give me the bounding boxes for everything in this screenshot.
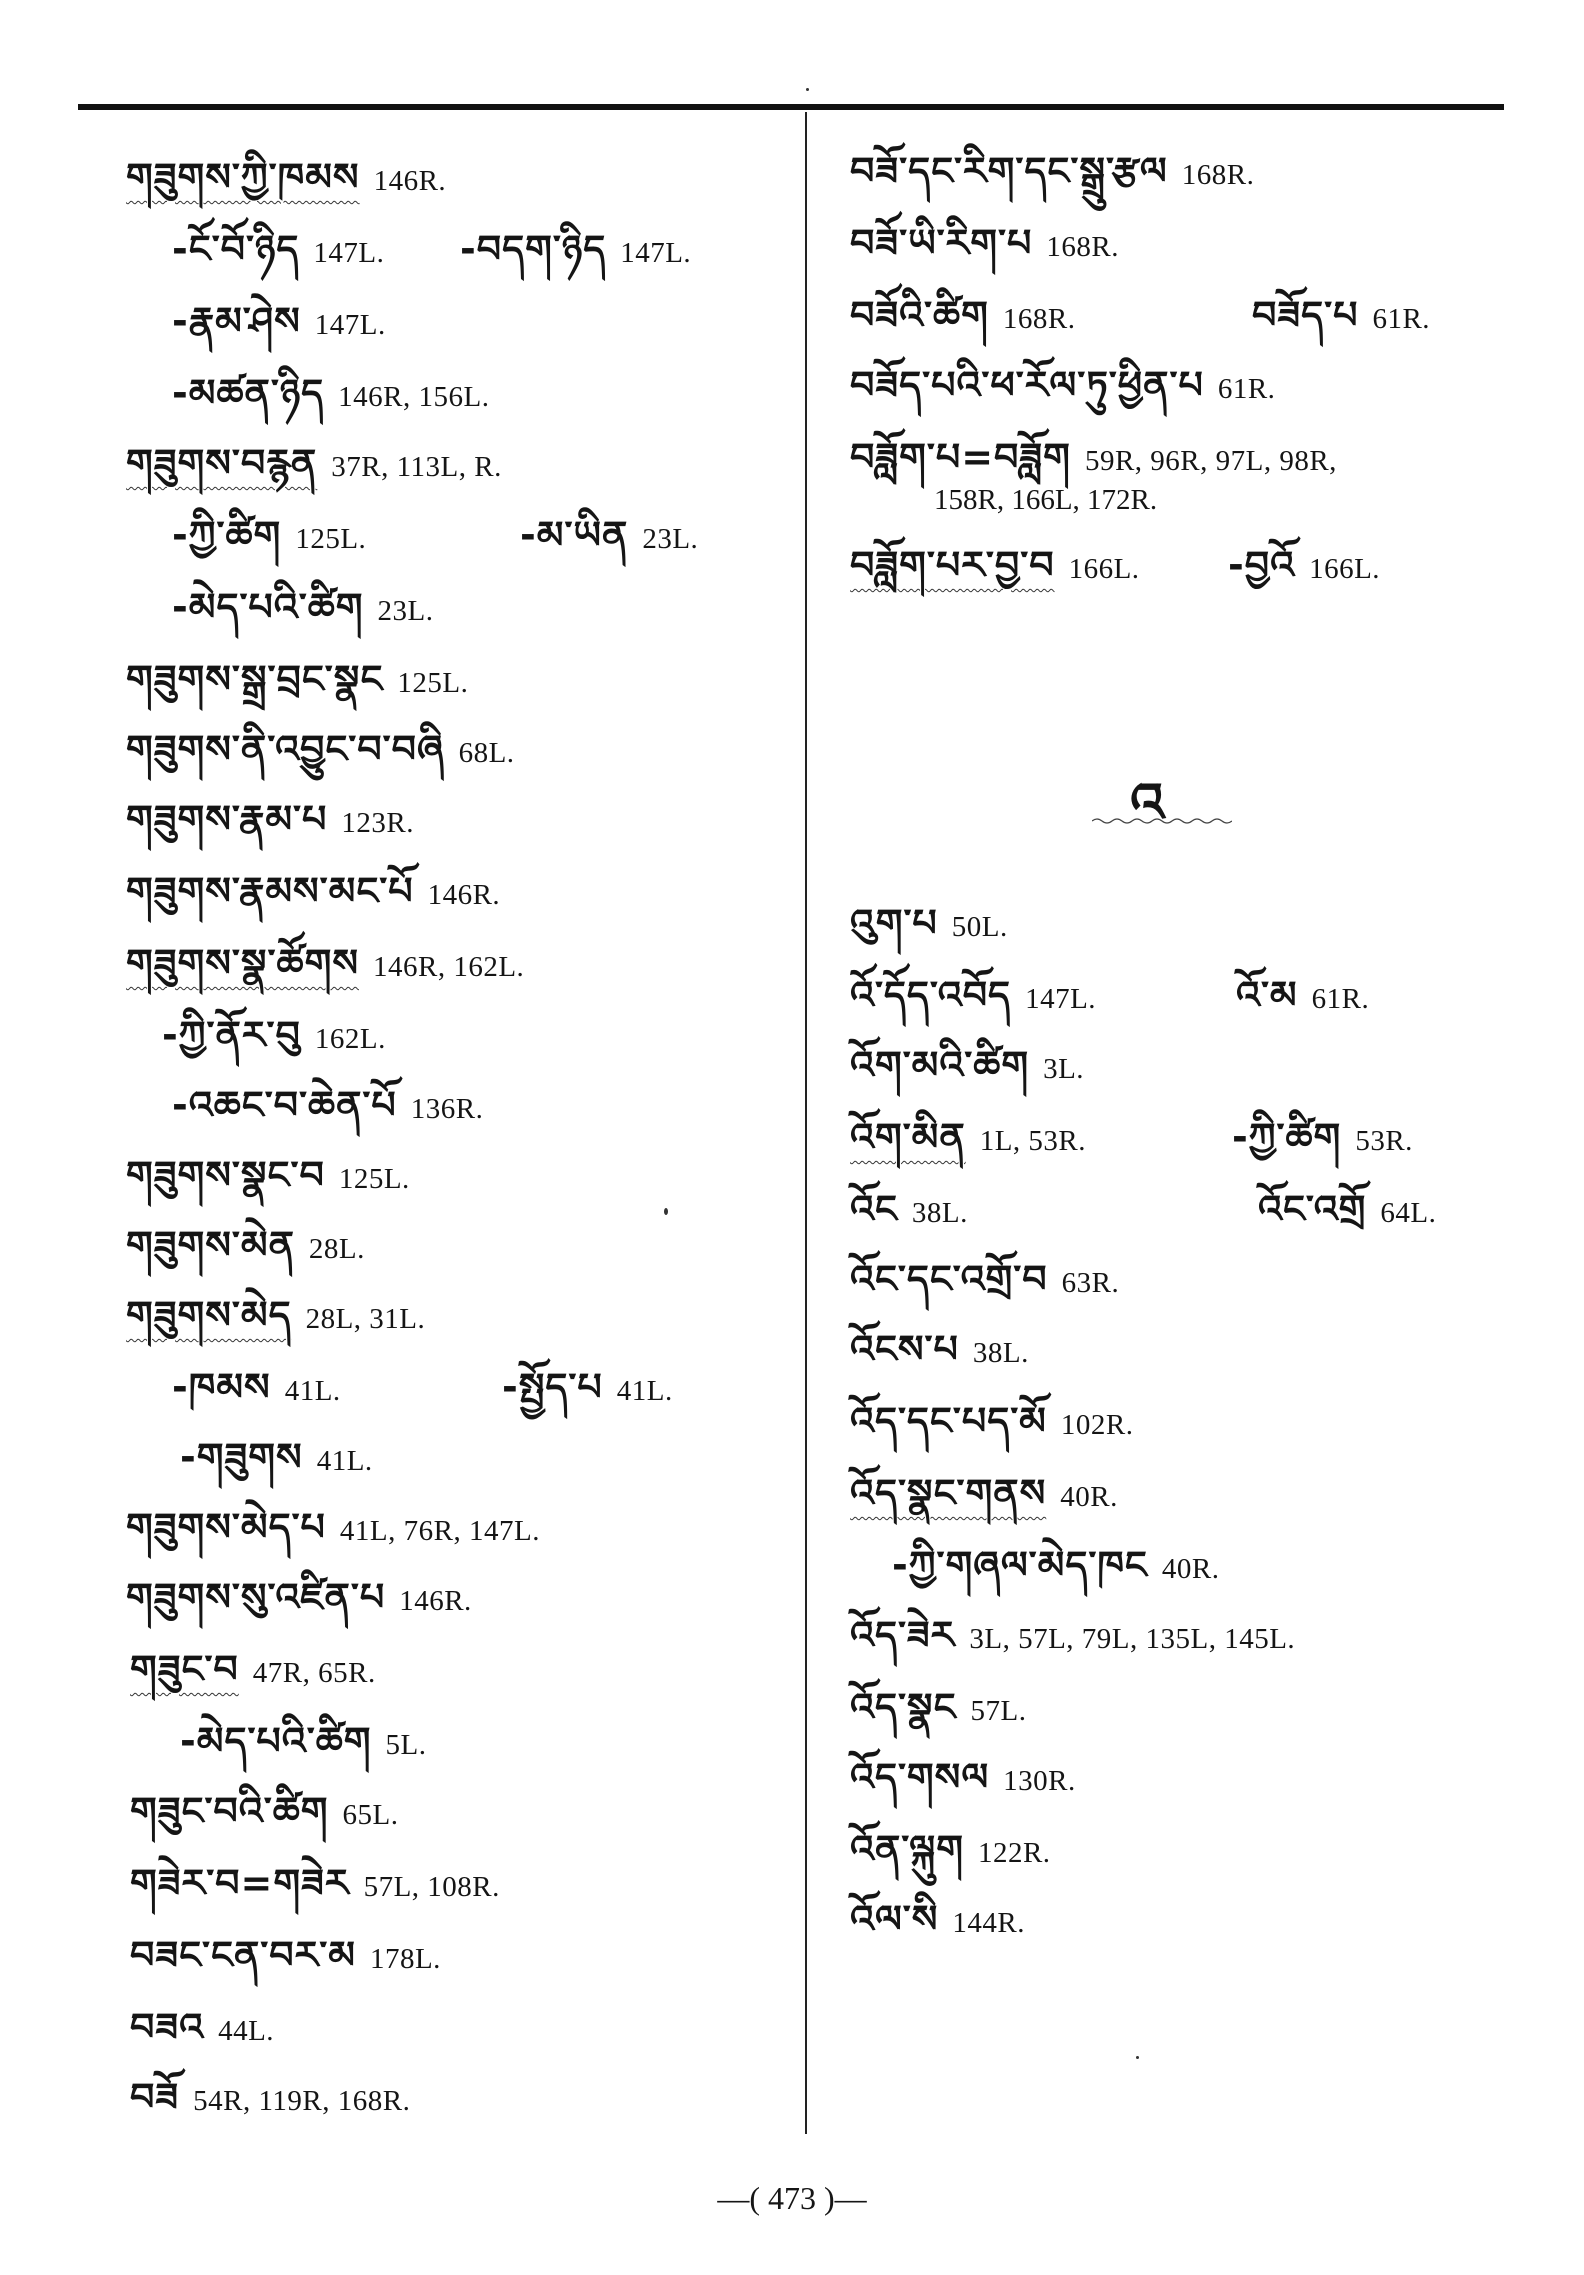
headword: འོ་མ — [1236, 973, 1298, 1017]
sub-headword: -གཟུགས — [180, 1435, 303, 1479]
entry — [892, 1543, 1220, 1587]
page-refs: 44L. — [218, 2015, 275, 2047]
headword: གཟུགས་བརྙན — [126, 441, 318, 485]
entry — [126, 1293, 426, 1337]
page-refs: 57L, 108R. — [363, 1871, 500, 1903]
headword: འོད་སྣང་གནས — [850, 1471, 1047, 1515]
entry — [126, 1575, 472, 1619]
entry — [172, 1365, 341, 1409]
page-refs: 47R, 65R. — [252, 1657, 376, 1689]
entry — [1228, 543, 1381, 587]
page-refs: 146R. — [399, 1585, 472, 1617]
page-refs: 28L. — [308, 1233, 365, 1265]
page-refs: 50L. — [951, 911, 1008, 943]
entry — [126, 1223, 365, 1267]
sub-headword: -འཆང་བ་ཆེན་པོ — [172, 1083, 397, 1127]
entry — [126, 1505, 540, 1549]
entry — [172, 1083, 484, 1127]
page-refs: 130R. — [1003, 1765, 1076, 1797]
page-refs: 41L, 76R, 147L. — [339, 1515, 540, 1547]
entry — [126, 155, 447, 199]
entry — [130, 2005, 275, 2049]
print-speck — [806, 88, 809, 91]
entry — [1252, 293, 1431, 337]
entry — [172, 585, 434, 629]
headword: འོ་དོད་འབོད — [850, 973, 1012, 1017]
sub-headword: -ངོ་བོ་ཉིད — [172, 227, 300, 271]
sub-headword: -བྱའོ — [1228, 543, 1296, 587]
page-number: —( 473 )— — [717, 2180, 867, 2216]
entry — [130, 1647, 376, 1691]
page-refs: 59R, 96R, 97L, 98R, — [1084, 445, 1337, 477]
headword: གཟུགས་སྒྲ་བྲང་སྣང — [126, 657, 384, 701]
page-refs: 5L. — [385, 1729, 427, 1761]
sub-headword: -མ་ཡིན — [520, 513, 629, 557]
sub-headword: -མེད་པའི་ཚིག — [180, 1719, 372, 1763]
entry — [180, 1719, 427, 1763]
headword: འོན་ལྐུག — [850, 1827, 964, 1871]
headword: གཟུགས་སྣང་བ — [126, 1153, 325, 1197]
entry — [1258, 1187, 1437, 1231]
entry — [850, 1327, 1029, 1371]
entry — [850, 1755, 1076, 1799]
sub-headword: -མཚན་ཉིད — [172, 371, 325, 415]
page-refs: 123R. — [341, 807, 414, 839]
entry — [126, 941, 525, 985]
page-refs: 63R. — [1061, 1267, 1120, 1299]
headword: གཟུང་བའི་ཚིག — [130, 1789, 329, 1833]
page-refs: 125L. — [338, 1163, 410, 1195]
sub-headword: -ཀྱི་ནོར་བུ — [162, 1013, 301, 1057]
page-refs: 168R. — [1002, 303, 1076, 335]
page-refs: 146R, 156L. — [338, 381, 490, 413]
entry — [126, 869, 501, 913]
entry — [850, 973, 1097, 1017]
headword: གཟུགས་མེན — [126, 1223, 295, 1267]
entry — [460, 227, 692, 271]
page-refs: 168R. — [1181, 159, 1255, 191]
page-refs: 1L, 53R. — [979, 1125, 1087, 1157]
entry — [850, 435, 1337, 479]
page-refs: 57L. — [970, 1695, 1027, 1727]
sub-headword: -མེད་པའི་ཚིག — [172, 585, 364, 629]
entry — [850, 1187, 968, 1231]
entry — [850, 543, 1140, 587]
sub-headword: -ཀྱི་ཚིག — [172, 513, 282, 557]
page-refs: 28L, 31L. — [305, 1303, 426, 1335]
page-refs: 146R. — [427, 879, 501, 911]
page-refs: 3L. — [1043, 1053, 1085, 1085]
headword: འོད་དང་པད་མོ — [850, 1399, 1047, 1443]
entry — [130, 1861, 500, 1905]
entry — [172, 227, 385, 271]
entry — [1236, 973, 1370, 1017]
page-refs: 166L. — [1309, 553, 1381, 585]
sub-headword: -ཀྱི་ཚིག — [1232, 1115, 1342, 1159]
headword: འོད་གསལ — [850, 1755, 990, 1799]
entry — [850, 293, 1076, 337]
headword: བཟོད་པའི་ཕ་རོལ་ཏུ་ཕྱིན་པ — [850, 363, 1204, 407]
entry — [130, 1933, 441, 1977]
page-refs: 41L. — [316, 1445, 373, 1477]
page-refs: 61R. — [1311, 983, 1370, 1015]
page-refs: 3L, 57L, 79L, 135L, 145L. — [969, 1623, 1296, 1655]
entry — [180, 1435, 373, 1479]
headword: གཟུགས་རྣམས་མང་པོ — [126, 869, 414, 913]
headword: འོངས་པ — [850, 1327, 959, 1371]
entry — [850, 1257, 1120, 1301]
page-refs: 41L. — [284, 1375, 341, 1407]
headword: གཟུགས་སྣ་ཚོགས — [126, 941, 359, 985]
headword: བཟོ — [130, 2075, 180, 2119]
entry — [850, 1115, 1087, 1159]
page-refs: 40R. — [1161, 1553, 1220, 1585]
page-refs: 146R, 162L. — [373, 951, 525, 983]
page-refs: 168R. — [1046, 231, 1119, 263]
page-refs: 40R. — [1060, 1481, 1118, 1513]
entry — [126, 797, 414, 841]
page-refs: 146R. — [373, 165, 447, 197]
headword: འུག་པ — [850, 901, 938, 945]
page-refs: 147L. — [620, 237, 692, 269]
page-refs: 61R. — [1217, 373, 1276, 405]
section-heading-letter: འ — [1130, 771, 1165, 834]
print-speck — [1136, 2056, 1139, 2059]
sub-headword: -ཁམས — [172, 1365, 271, 1409]
page-refs: 37R, 113L, R. — [331, 451, 502, 483]
headword: བཟོའི་ཚིག — [850, 293, 989, 337]
entry — [850, 1613, 1296, 1657]
headword: གཟུགས་རྣམ་པ — [126, 797, 328, 841]
section-heading-underline — [1092, 816, 1232, 826]
entry — [172, 371, 490, 415]
page-refs: 144R. — [952, 1907, 1025, 1939]
entry — [130, 2075, 411, 2119]
print-speck — [664, 1208, 668, 1215]
sub-headword: -སྤྱོད་པ — [502, 1365, 603, 1409]
entry — [130, 1789, 399, 1833]
page-refs: 64L. — [1380, 1197, 1437, 1229]
page-refs: 38L. — [972, 1337, 1029, 1369]
sub-headword: -རྣམ་ཤེས — [172, 299, 301, 343]
entry — [850, 1471, 1118, 1515]
page-refs: 136R. — [410, 1093, 484, 1125]
headword: བཟློག་པ=བཟློག — [850, 435, 1071, 479]
page-refs: 162L. — [314, 1023, 386, 1055]
entry — [126, 657, 469, 701]
entry — [850, 1897, 1025, 1941]
entry — [850, 363, 1276, 407]
headword: འོང་དང་འགྲོ་བ — [850, 1257, 1048, 1301]
headword: འོད་ཟེར — [850, 1613, 956, 1657]
entry — [850, 1685, 1027, 1729]
headword: གཟུགས་ཀྱི་ཁམས — [126, 155, 360, 199]
headword: གཟུགས་ནི་འབྱུང་བ་བཞི — [126, 727, 445, 771]
headword: འོལ་སི — [850, 1897, 939, 1941]
entry — [126, 727, 515, 771]
headword: འོང — [850, 1187, 898, 1231]
page-refs: 54R, 119R, 168R. — [193, 2085, 411, 2117]
column-divider — [805, 112, 807, 2134]
entry — [850, 1043, 1085, 1087]
headword: གཟུགས་མེད་པ — [126, 1505, 326, 1549]
entry — [850, 149, 1255, 193]
page-refs: 147L. — [1025, 983, 1097, 1015]
headword: གཟེར་བ=གཟེར — [130, 1861, 350, 1905]
entry — [1232, 1115, 1413, 1159]
headword: བཟོ་དང་རིག་དང་སྒྲུ་རྩལ — [850, 149, 1168, 193]
page-refs: 41L. — [616, 1375, 673, 1407]
page-refs: 166L. — [1068, 553, 1140, 585]
headword: འོག་མིན — [850, 1115, 966, 1159]
page-refs: 53R. — [1355, 1125, 1413, 1157]
headword: འོད་སྣང — [850, 1685, 957, 1729]
headword: གཟུགས་སུ་འཛིན་པ — [126, 1575, 386, 1619]
entry — [126, 441, 502, 485]
entry — [126, 1153, 410, 1197]
page-refs: 23L. — [642, 523, 699, 555]
page-refs: 68L. — [458, 737, 515, 769]
entry — [502, 1365, 673, 1409]
entry — [850, 221, 1119, 265]
page-refs: 178L. — [369, 1943, 441, 1975]
sub-headword: -ཀྱི་གཞལ་མེད་ཁང — [892, 1543, 1148, 1587]
sub-headword: -བདག་ཉིད — [460, 227, 607, 271]
page-refs: 65L. — [342, 1799, 399, 1831]
headword: བཟློག་པར་བྱ་བ — [850, 543, 1055, 587]
page-refs: 38L. — [911, 1197, 968, 1229]
page-refs: 147L. — [313, 237, 385, 269]
headword: བཟོད་པ — [1252, 293, 1359, 337]
headword: བཟོ་ཡི་རིག་པ — [850, 221, 1033, 265]
entry — [850, 1827, 1051, 1871]
page-refs: 102R. — [1060, 1409, 1134, 1441]
top-rule — [78, 104, 1504, 110]
entry — [850, 901, 1008, 945]
entry — [172, 299, 386, 343]
page-refs: 147L. — [314, 309, 386, 341]
entry — [850, 1399, 1134, 1443]
page-refs: 125L. — [397, 667, 469, 699]
page-refs: 122R. — [977, 1837, 1051, 1869]
headword: འོང་འགྲོ — [1258, 1187, 1367, 1231]
page-refs: 125L. — [295, 523, 367, 555]
headword: གཟུགས་མེད — [126, 1293, 292, 1337]
page-refs-continued: 158R, 166L, 172R. — [934, 484, 1158, 516]
entry — [162, 1013, 386, 1057]
page-refs: 61R. — [1372, 303, 1431, 335]
page-refs: 23L. — [377, 595, 434, 627]
headword: གཟུང་བ — [130, 1647, 239, 1691]
headword: བཟའ — [130, 2005, 205, 2049]
entry — [172, 513, 367, 557]
headword: བཟང་ངན་བར་མ — [130, 1933, 356, 1977]
headword: འོག་མའི་ཚིག — [850, 1043, 1030, 1087]
entry — [520, 513, 699, 557]
